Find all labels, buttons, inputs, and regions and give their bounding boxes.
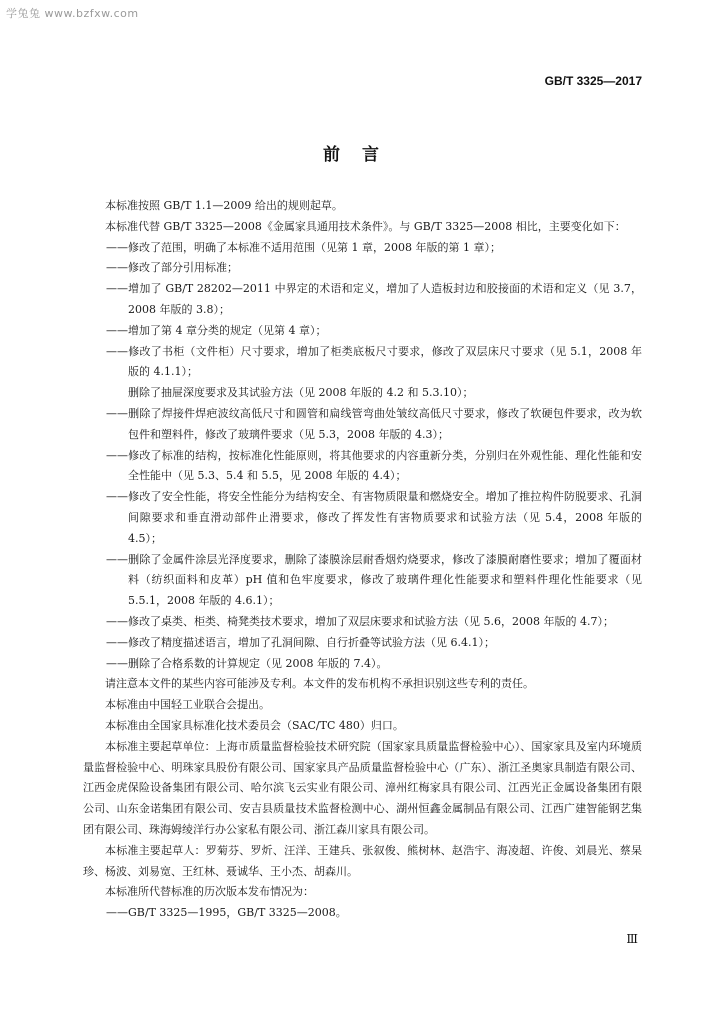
change-item — [83, 612, 642, 633]
page-title: 前言 — [323, 145, 401, 165]
dash-marker: —— — [106, 906, 128, 920]
paragraph-drafting-rules: 本标准按照 GB/T 1.1—2009 给出的规则起草。 — [105, 199, 343, 212]
change-text: 修改了安全性能，将安全性能分为结构安全、有害物质限量和燃烧安全。增加了推拉构件防脱要求、孔洞间隙要求和垂直滑动部件止滑要求，修改了挥发性有害物质要求和试验方法（见 5.4，2008 年版的 4.5）； — [128, 490, 642, 545]
change-text: 删除了金属件涂层光泽度要求，删除了漆膜涂层耐香烟灼烧要求，修改了漆膜耐磨性要求；增加了覆面材料（纺织面料和皮革）pH 值和色牢度要求，修改了玻璃件理化性能要求和塑料件理化性能要求（见 5.5.1，2008 年版的 4.6.1）； — [128, 552, 642, 608]
page-number: Ⅲ — [626, 932, 638, 946]
watermark-text: 学兔兔 www.bzfxw.com — [6, 7, 139, 20]
change-text: 修改了桌类、柜类、椅凳类技术要求，增加了双层床要求和试验方法（见 5.6，2008 年版的 4.7）； — [128, 614, 614, 628]
change-text: 修改了部分引用标准； — [128, 261, 238, 275]
dash-marker: —— — [106, 323, 128, 337]
paragraph-drafters: 本标准主要起草人：罗菊芬、罗炘、汪洋、王建兵、张叙俊、熊树林、赵浩宇、海凌超、许俊、刘晨光、蔡杲珍、杨波、刘易宽、王红林、聂诚华、王小杰、胡森川。 — [83, 843, 642, 878]
change-text: 修改了书柜（文件柜）尺寸要求，增加了柜类底板尺寸要求，修改了双层床尺寸要求（见 5.1，2008 年版的 4.1.1）； — [128, 344, 642, 379]
paragraph-replaces: 本标准代替 GB/T 3325—2008《金属家具通用技术条件》。与 GB/T 3325—2008 相比，主要变化如下： — [105, 219, 626, 233]
standard-number: GB/T 3325—2017 — [544, 74, 642, 88]
dash-marker: —— — [106, 261, 128, 275]
history-item — [83, 903, 642, 924]
change-item — [83, 550, 642, 612]
dash-marker: —— — [106, 614, 128, 628]
dash-marker: —— — [106, 656, 128, 670]
change-item — [83, 321, 642, 342]
dash-marker: —— — [106, 552, 128, 566]
foreword-body — [83, 196, 642, 924]
change-item — [83, 258, 642, 279]
paragraph-patent-notice: 请注意本文件的某些内容可能涉及专利。本文件的发布机构不承担识别这些专利的责任。 — [105, 677, 534, 691]
change-item — [83, 279, 642, 321]
change-text: 增加了 GB/T 28202—2011 中界定的术语和定义，增加了人造板封边和胶接面的术语和定义（见 3.7，2008 年版的 3.8）； — [128, 282, 642, 316]
change-text: 修改了精度描述语言，增加了孔洞间隙、自行折叠等试验方法（见 6.4.1）； — [128, 635, 495, 649]
dash-marker: —— — [106, 490, 128, 504]
change-item — [83, 404, 642, 446]
change-item — [83, 238, 642, 259]
dash-marker: —— — [106, 406, 128, 420]
change-item — [83, 487, 642, 549]
change-item — [83, 446, 642, 488]
change-text: 删除了焊接件焊疤波纹高低尺寸和圆管和扁线管弯曲处皱纹高低尺寸要求，修改了软硬包件要求，改为软包件和塑料件，修改了玻璃件要求（见 5.3，2008 年版的 4.3）； — [128, 406, 642, 441]
change-text: 增加了第 4 章分类的规定（见第 4 章）； — [128, 323, 327, 337]
change-text: 修改了标准的结构，按标准化性能原则，将其他要求的内容重新分类，分别归在外观性能、理化性能和安全性能中（见 5.3、5.4 和 5.5，见 2008 年版的 4.4）； — [128, 448, 642, 483]
dash-marker: —— — [106, 282, 128, 296]
paragraph-proposer: 本标准由中国轻工业联合会提出。 — [105, 698, 270, 712]
history-text: GB/T 3325—1995，GB/T 3325—2008。 — [128, 906, 347, 920]
dash-marker: —— — [106, 448, 128, 462]
dash-marker: —— — [106, 635, 128, 649]
change-item-continued: 删除了抽屉深度要求及其试验方法（见 2008 年版的 4.2 和 5.3.10）； — [128, 386, 474, 400]
paragraph-history-intro: 本标准所代替标准的历次版本发布情况为： — [105, 885, 314, 899]
change-item — [83, 654, 642, 675]
change-text: 删除了合格系数的计算规定（见 2008 年版的 7.4）。 — [128, 656, 388, 670]
paragraph-drafting-units: 本标准主要起草单位：上海市质量监督检验技术研究院（国家家具质量监督检验中心）、国家家具及室内环境质量监督检验中心、明珠家具股份有限公司、国家家具产品质量监督检验中心（广东）、浙江圣奥家具制造有限公司、江西金虎保险设备集团有限公司、哈尔滨飞云实业有限公司、漳州红梅家具有限公司、江西光正金属设备集团有限公司、山东金诺集团有限公司、安吉县质量技术监督检测中心、湖州恒鑫金属制品有限公司、江西广建智能钢艺集团有限公司、珠海姆绫洋行办公家私有限公司、浙江森川家具有限公司。 — [83, 739, 642, 836]
change-text: 修改了范围，明确了本标准不适用范围（见第 1 章，2008 年版的第 1 章）； — [128, 240, 501, 254]
dash-marker: —— — [106, 240, 128, 254]
change-item — [83, 342, 642, 384]
paragraph-committee: 本标准由全国家具标准化技术委员会（SAC/TC 480）归口。 — [105, 718, 404, 732]
dash-marker: —— — [106, 344, 128, 358]
change-item — [83, 633, 642, 654]
